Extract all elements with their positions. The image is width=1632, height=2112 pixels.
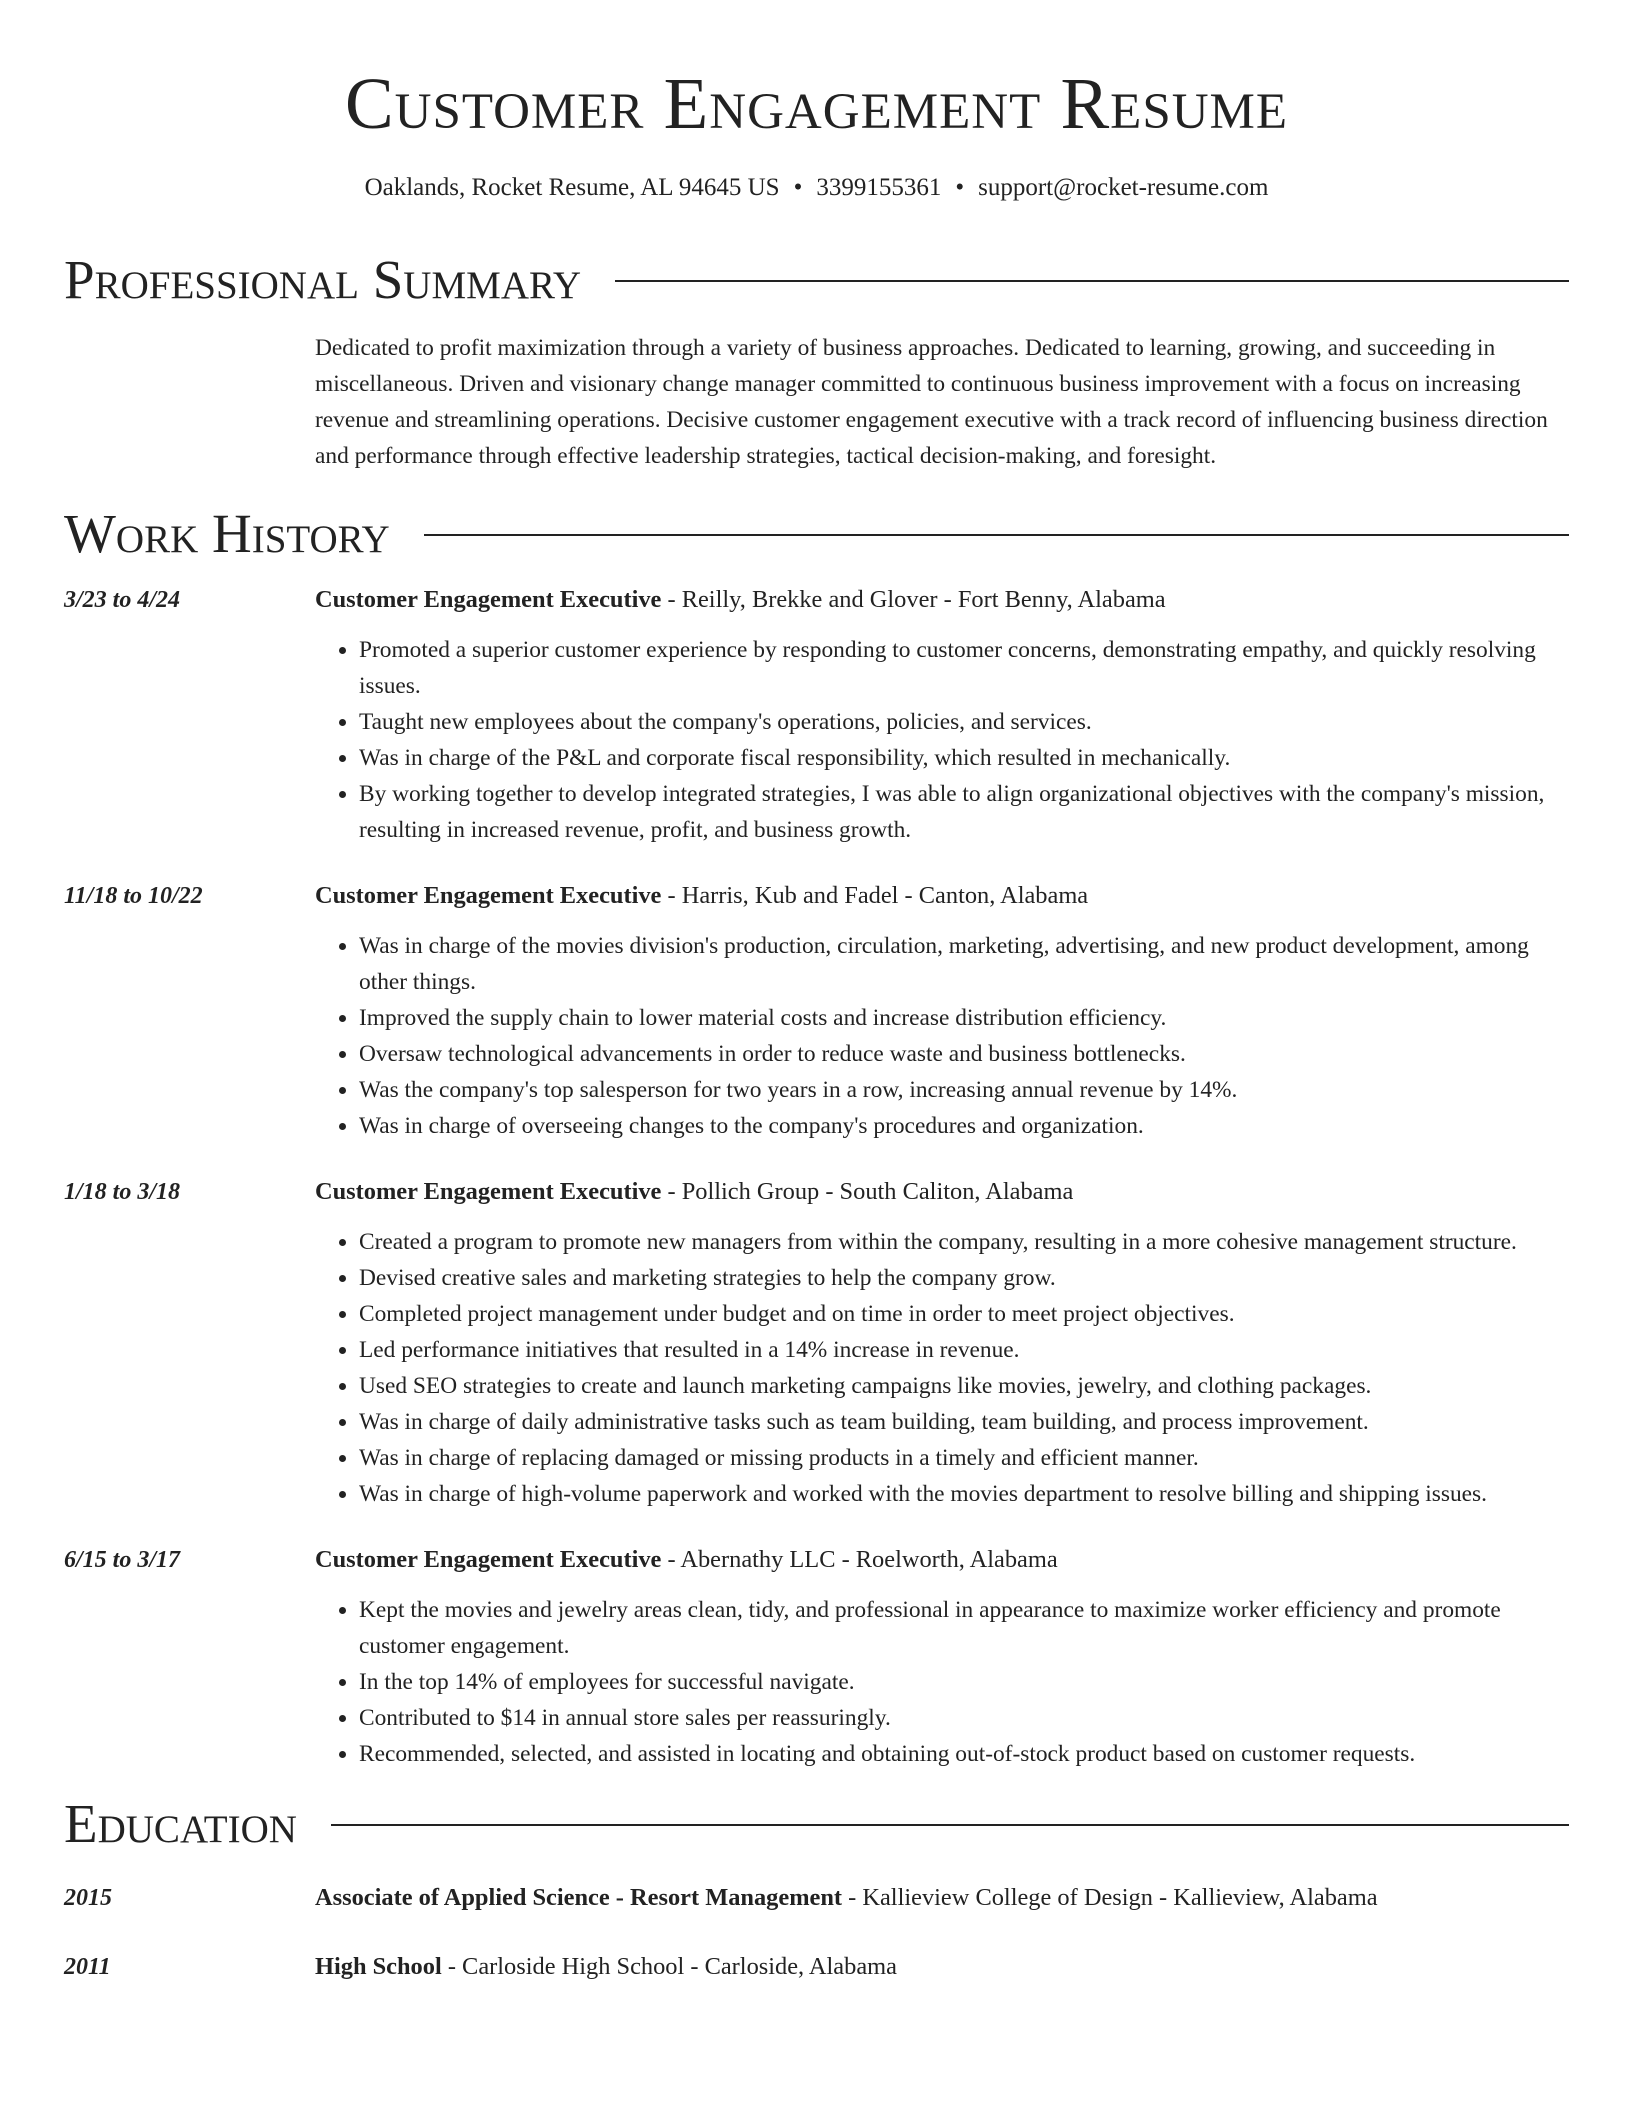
job-bullet: • In the top 14% of employees for successful navigate. [359,1664,1569,1700]
education-section-title: Education [64,1793,297,1854]
job-entry [64,582,1569,848]
contact-email: support@rocket-resume.com [978,174,1269,201]
job-bullet: • Kept the movies and jewelry areas clean, tidy, and professional in appearance to maximize worker efficiency and promote customer engagement. [359,1592,1569,1664]
job-bullet: • Was in charge of daily administrative tasks such as team building, team building, and process improvement. [359,1404,1569,1440]
job-entry [64,1174,1569,1512]
job-heading [315,1542,1569,1578]
education-details: - Kallieview College of Design - Kallieview, Alabama [842,1884,1378,1911]
job-entry [64,1542,1569,1772]
education-entry [64,1949,1569,1985]
job-body [315,582,1569,848]
job-details: - Harris, Kub and Fadel - Canton, Alabama [661,882,1089,909]
job-bullet: • Oversaw technological advancements in order to reduce waste and business bottlenecks. [359,1036,1569,1072]
job-role: Customer Engagement Executive [315,882,662,909]
job-details: - Abernathy LLC - Roelworth, Alabama [661,1546,1058,1573]
job-bullet: • Was in charge of the movies division's production, circulation, marketing, advertising, and new product development, among other things. [359,928,1569,1000]
job-bullet: • Completed project management under budget and on time in order to meet project objectives. [359,1296,1569,1332]
education-entry [64,1880,1569,1916]
job-bullet: • Promoted a superior customer experience by responding to customer concerns, demonstrating empathy, and quickly resolving issues. [359,632,1569,704]
job-entry [64,878,1569,1144]
job-body [315,1174,1569,1512]
job-bullet: • Recommended, selected, and assisted in locating and obtaining out-of-stock product based on customer requests. [359,1736,1569,1772]
education-degree: High School [315,1953,442,1980]
job-bullet: • By working together to develop integrated strategies, I was able to align organizational objectives with the company's mission, resulting in increased revenue, profit, and business growth. [359,776,1569,848]
section-divider [424,534,1569,536]
work-section-header [64,504,1569,564]
job-bullets [315,632,1569,848]
job-bullet: • Improved the supply chain to lower material costs and increase distribution efficiency. [359,1000,1569,1036]
work-section-title: Work History [64,503,390,564]
education-section-header [64,1794,1569,1854]
job-heading [315,878,1569,914]
job-date: 3/23 to 4/24 [64,587,181,613]
education-heading [315,1880,1378,1916]
job-bullet: • Taught new employees about the company's operations, policies, and services. [359,704,1569,740]
job-bullet: • Created a program to promote new managers from within the company, resulting in a more cohesive management structure. [359,1224,1569,1260]
job-date: 11/18 to 10/22 [64,883,203,909]
job-bullet: • Was in charge of the P&L and corporate fiscal responsibility, which resulted in mechanically. [359,740,1569,776]
education-heading [315,1949,897,1985]
job-details: - Pollich Group - South Caliton, Alabama [661,1178,1074,1205]
contact-phone: 3399155361 [816,174,942,201]
job-bullets [315,1224,1569,1512]
education-year: 2015 [64,1885,112,1911]
job-bullet: • Was in charge of replacing damaged or missing products in a timely and efficient manner. [359,1440,1569,1476]
resume-title: Customer Engagement Resume [344,63,1289,144]
education-details: - Carloside High School - Carloside, Alabama [441,1953,897,1980]
job-body [315,878,1569,1144]
contact-address: Oaklands, Rocket Resume, AL 94645 US [364,174,780,201]
job-heading [315,1174,1569,1210]
section-divider [331,1824,1569,1826]
summary-section-header [64,250,1569,310]
job-date: 1/18 to 3/18 [64,1179,181,1205]
education-degree: Associate of Applied Science - Resort Management [315,1884,843,1911]
job-date: 6/15 to 3/17 [64,1547,181,1573]
job-details: - Reilly, Brekke and Glover - Fort Benny, Alabama [661,586,1166,613]
resume-page [64,0,1569,1985]
summary-text: Dedicated to profit maximization through a variety of business approaches. Dedicated to learning, growing, and succeeding in miscellaneous. Driven and visionary change manager committed to continuous business improvement with a focus on increasing revenue and streamlining operations. Decisive customer engagement executive with a track record of influencing business direction and performance through effective leadership strategies, tactical decision-making, and foresight. [315,335,1548,469]
job-body [315,1542,1569,1772]
job-bullet: • Used SEO strategies to create and launch marketing campaigns like movies, jewelry, and clothing packages. [359,1368,1569,1404]
job-heading [315,582,1569,618]
summary-section-title: Professional Summary [64,249,582,310]
education-year: 2011 [64,1954,111,1980]
job-bullets [315,928,1569,1144]
job-bullets [315,1592,1569,1772]
job-bullet: • Devised creative sales and marketing strategies to help the company grow. [359,1260,1569,1296]
job-role: Customer Engagement Executive [315,1178,662,1205]
contact-separator: • [793,174,803,201]
job-role: Customer Engagement Executive [315,1546,662,1573]
job-bullet: • Was in charge of high-volume paperwork and worked with the movies department to resolve billing and shipping issues. [359,1476,1569,1512]
contact-line [64,172,1569,204]
job-role: Customer Engagement Executive [315,586,662,613]
section-divider [615,280,1569,282]
contact-separator: • [955,174,965,201]
job-bullet: • Was in charge of overseeing changes to the company's procedures and organization. [359,1108,1569,1144]
job-bullet: • Contributed to $14 in annual store sales per reassuringly. [359,1700,1569,1736]
job-bullet: • Led performance initiatives that resulted in a 14% increase in revenue. [359,1332,1569,1368]
job-bullet: • Was the company's top salesperson for two years in a row, increasing annual revenue by 14%. [359,1072,1569,1108]
